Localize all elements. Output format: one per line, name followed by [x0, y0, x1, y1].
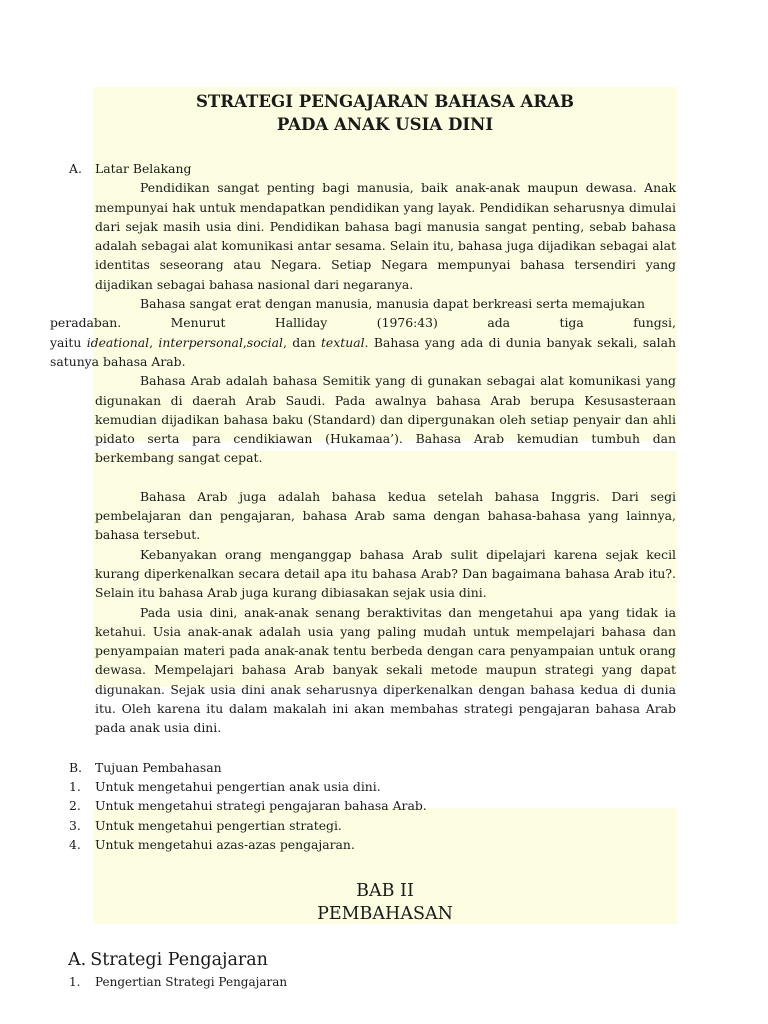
- list-number: 1.: [69, 975, 81, 990]
- paragraph-2-line-1: Bahasa sangat erat dengan manusia, manusia dapat berkreasi serta memajukan: [140, 296, 645, 312]
- paragraph-4: Bahasa Arab juga adalah bahasa kedua setelah bahasa Inggris. Dari segi pembelajaran dan pengajaran, bahasa Arab sama dengan bahasa-bahasa yang lainnya, bahasa tersebut.: [95, 488, 676, 543]
- subsection-item: [66, 973, 676, 992]
- chapter-number: BAB II: [356, 881, 414, 902]
- section-title: Tujuan Pembahasan: [95, 759, 222, 775]
- list-number: 4.: [69, 836, 81, 852]
- spacer: [66, 468, 676, 487]
- italic-term: social: [246, 334, 283, 350]
- tujuan-list: [66, 777, 676, 854]
- text-run: , dan: [282, 334, 321, 350]
- list-text: Untuk mengetahui pengertian anak usia dini.: [95, 778, 381, 794]
- document-title: [66, 90, 676, 136]
- word: tiga: [559, 315, 584, 331]
- list-text: Untuk mengetahui strategi pengajaran bahasa Arab.: [95, 798, 427, 814]
- list-item: [66, 816, 676, 835]
- list-text: Untuk mengetahui azas-azas pengajaran.: [95, 836, 355, 852]
- paragraph-5: Kebanyakan orang menganggap bahasa Arab sulit dipelajari karena sejak kecil kurang diperkenalkan secara detail apa itu bahasa Arab? Dan bagaimana bahasa Arab itu?. Selain itu bahasa Arab juga kurang dibiasakan sejak usia dini.: [95, 546, 676, 601]
- word: peradaban.: [50, 315, 122, 331]
- text-run: ,: [149, 334, 159, 350]
- paragraph-1: Pendidikan sangat penting bagi manusia, baik anak-anak maupun dewasa. Anak mempunyai hak untuk mendapatkan pendidikan yang layak. Pendidikan seharusnya dimulai dari sejak masih usia dini. Pendidikan bahasa bagi manusia sangat penting, sebab bahasa adalah sebagai alat komunikasi antar sesama. Selain itu, bahasa juga dijadikan sebagai alat identitas seseorang atau Negara. Setiap Negara mempunyai bahasa tersendiri yang dijadikan sebagai bahasa nasional dari negaranya.: [95, 180, 676, 292]
- chapter-title: PEMBAHASAN: [317, 904, 453, 925]
- subsection-heading: [68, 948, 676, 973]
- word: Menurut: [170, 315, 226, 331]
- text-run: . Bahasa yang ada di dunia banyak sekali, salah satunya bahasa Arab.: [50, 334, 676, 369]
- paragraph-3: Bahasa Arab adalah bahasa Semitik yang di gunakan sebagai alat komunikasi yang digunakan di daerah Arab Saudi. Pada awalnya bahasa Arab berupa Kesusasteraan kemudian dijadikan bahasa baku (Standard) dan dipergunakan oleh setiap penyair dan ahli pidato serta para cendikiawan (Hukamaa’). Bahasa Arab kemudian tumbuh dan berkembang sangat cepat.: [95, 373, 676, 466]
- spacer: [66, 738, 676, 758]
- section-title: Strategi Pengajaran: [90, 950, 268, 971]
- title-line-1: STRATEGI PENGAJARAN BAHASA ARAB: [195, 91, 575, 111]
- word: fungsi,: [633, 315, 676, 331]
- list-number: 2.: [69, 798, 81, 814]
- italic-term: interpersonal: [158, 334, 243, 350]
- list-item: [66, 777, 676, 796]
- text-run: yaitu: [50, 334, 87, 350]
- list-item: [66, 835, 676, 854]
- word: ada: [487, 315, 511, 331]
- section-marker: A.: [69, 161, 82, 176]
- paragraph-2-rest: [50, 333, 676, 372]
- document-body: [50, 88, 676, 992]
- text-run: ,: [242, 334, 247, 350]
- italic-term: ideational: [86, 334, 150, 350]
- section-marker: B.: [69, 759, 83, 775]
- list-text: Pengertian Strategi Pengajaran: [95, 975, 288, 990]
- word: Halliday: [274, 315, 328, 331]
- word: (1976:43): [376, 315, 438, 331]
- section-marker: A.: [68, 950, 87, 971]
- list-number: 3.: [69, 817, 81, 833]
- list-text: Untuk mengetahui pengertian strategi.: [95, 817, 342, 833]
- italic-term: textual: [320, 334, 365, 350]
- section-a-heading: [66, 159, 676, 178]
- paragraph-2-line-2: [50, 313, 676, 332]
- list-item: [66, 796, 676, 815]
- section-b-heading: [66, 758, 676, 777]
- title-line-2: PADA ANAK USIA DINI: [276, 114, 494, 134]
- chapter-heading: [66, 880, 676, 926]
- paragraph-6: Pada usia dini, anak-anak senang beraktivitas dan mengetahui apa yang tidak ia ketahui. Usia anak-anak adalah usia yang paling mudah untuk mempelajari bahasa dan penyampaian materi pada anak-anak tentu berbeda dengan cara penyampaian untuk orang dewasa. Mempelajari bahasa Arab banyak sekali metode maupun strategi yang dapat digunakan. Sejak usia dini anak seharusnya diperkenalkan dengan bahasa kedua di dunia itu. Oleh karena itu dalam makalah ini akan membahas strategi pengajaran bahasa Arab pada anak usia dini.: [95, 604, 676, 736]
- section-title: Latar Belakang: [95, 161, 192, 176]
- list-number: 1.: [69, 778, 81, 794]
- paragraph-2: [50, 294, 676, 371]
